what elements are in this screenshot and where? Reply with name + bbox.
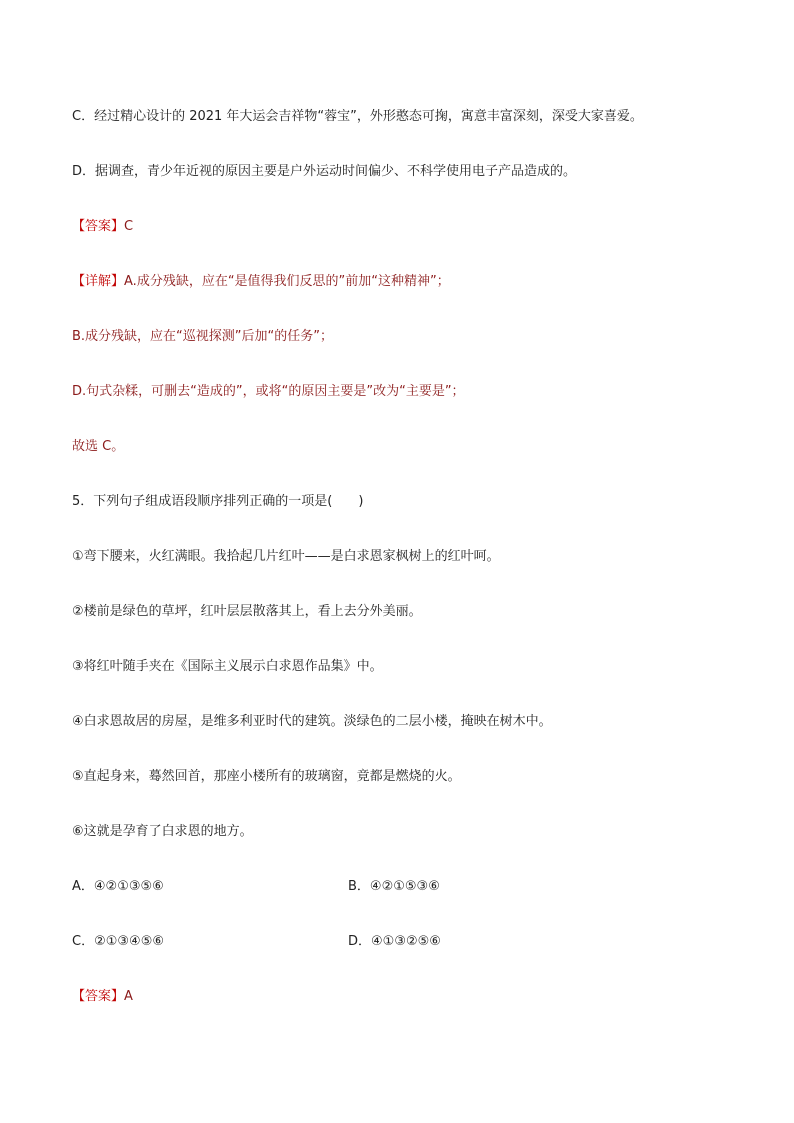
- answer-value: C: [124, 219, 134, 234]
- q4-detail-4: 故选 C。: [72, 439, 125, 454]
- q4-detail-3: D.句式杂糅，可删去“造成的”，或将“的原因主要是”改为“主要是”；: [72, 384, 465, 399]
- q5-option-c: C．②①③④⑤⑥: [72, 934, 165, 949]
- q5-option-a: A．④②①③⑤⑥: [72, 879, 164, 894]
- q5-sentence-1: ①弯下腰来，火红满眼。我拾起几片红叶——是白求恩家枫树上的红叶呵。: [72, 549, 500, 564]
- q4-option-c: C．经过精心设计的 2021 年大运会吉祥物“蓉宝”，外形憨态可掬，寓意丰富深刻，深受大家喜爱。: [72, 109, 643, 124]
- q5-sentence-2: ②楼前是绿色的草坪，红叶层层散落其上，看上去分外美丽。: [72, 604, 422, 619]
- detail-text: A.成分残缺，应在“是值得我们反思的”前加“这种精神”；: [124, 274, 450, 289]
- q5-sentence-4: ④白求恩故居的房屋，是维多利亚时代的建筑。淡绿色的二层小楼，掩映在树木中。: [72, 714, 552, 729]
- q5-sentence-6: ⑥这就是孕育了白求恩的地方。: [72, 824, 253, 839]
- q4-detail-2: B.成分残缺，应在“巡视探测”后加“的任务”；: [72, 329, 333, 344]
- answer-label: 【答案】: [72, 989, 125, 1004]
- q5-option-b: B．④②①⑤③⑥: [348, 879, 440, 894]
- q4-option-d: D．据调查，青少年近视的原因主要是户外运动时间偏少、不科学使用电子产品造成的。: [72, 164, 577, 179]
- q4-answer: [72, 218, 133, 236]
- q4-detail-1: [72, 273, 450, 291]
- q5-sentence-5: ⑤直起身来，蓦然回首，那座小楼所有的玻璃窗，竟都是燃烧的火。: [72, 769, 461, 784]
- answer-label: 【答案】: [72, 219, 125, 234]
- q5-stem: 5．下列句子组成语段顺序排列正确的一项是( ): [72, 494, 364, 509]
- q5-answer: [72, 988, 133, 1006]
- answer-value: A: [124, 989, 133, 1004]
- q5-sentence-3: ③将红叶随手夹在《国际主义展示白求恩作品集》中。: [72, 659, 383, 674]
- q5-option-d: D．④①③②⑤⑥: [348, 934, 441, 949]
- detail-label: 【详解】: [72, 274, 125, 289]
